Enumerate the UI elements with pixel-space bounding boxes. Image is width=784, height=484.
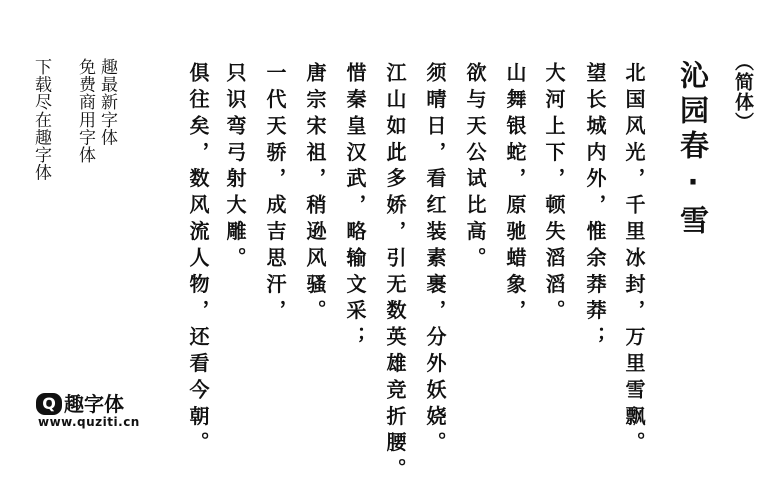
poem-title: 沁园春·雪 (676, 60, 710, 240)
promo-column: 下载尽在趣字体 (31, 58, 51, 182)
logo-name: 趣字体 (64, 392, 124, 416)
poem-column: 一代天骄，成吉思汗， (263, 62, 287, 326)
quziti-logo-icon: Q (36, 393, 62, 415)
poem-column: 只识弯弓射大雕。 (223, 62, 247, 274)
poem-column: 江山如此多娇，引无数英雄竞折腰。 (383, 62, 407, 484)
poem-column: 唐宗宋祖，稍逊风骚。 (303, 62, 327, 326)
title-annotation: （简体） (732, 52, 754, 132)
poem-column: 北国风光，千里冰封，万里雪飘。 (622, 62, 646, 458)
poem-column: 山舞银蛇，原驰蜡象， (503, 62, 527, 326)
promo-column: 趣最新字体 (97, 58, 117, 146)
poem-column: 惜秦皇汉武，略输文采； (343, 62, 367, 353)
poem-column: 大河上下，顿失滔滔。 (542, 62, 566, 326)
site-logo[interactable] (34, 391, 144, 431)
poem-column: 须晴日，看红装素裹，分外妖娆。 (423, 62, 447, 458)
logo-url[interactable]: www.quziti.cn (38, 415, 140, 429)
poem-column: 欲与天公试比高。 (463, 62, 487, 274)
poem-column: 望长城内外，惟余莽莽； (583, 62, 607, 353)
poem-column: 俱往矣，数风流人物，还看今朝。 (186, 62, 210, 458)
promo-column: 免费商用字体 (75, 58, 95, 164)
